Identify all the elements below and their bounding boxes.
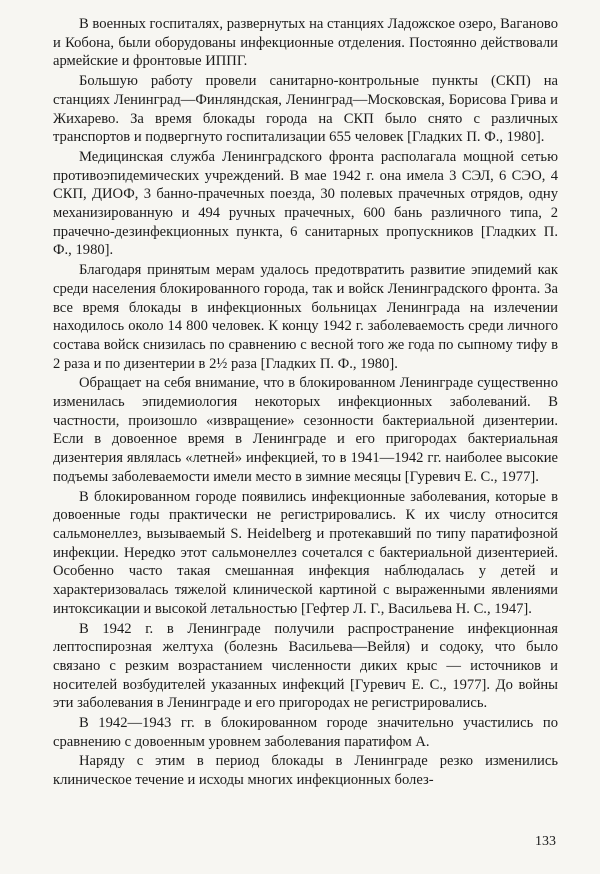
paragraph-military-hospitals: В военных госпиталях, развернутых на станциях Ладожское озеро, Ваганово и Кобона, были оборудованы инфекционные отделения. Постоянно действовали армейские и фронтовые ИППГ. [53, 16, 558, 70]
page-number: 133 [535, 834, 556, 849]
paragraph-epidemiology-changes: Обращает на себя внимание, что в блокированном Ленинграде существенно изменилась эпидемиология некоторых инфекционных заболеваний. В частности, произошло «извращение» сезонности бактериальной дизентерии. Если в довоенное время в Ленинграде и его пригородах бактериальная дизентерия являлась «летней» инфекцией, то в 1941—1942 гг. наиболее высокие подъемы заболеваемости имели место в зимние месяцы [Гуревич Е. С., 1977]. [53, 375, 558, 485]
paragraph-clinical-course: Наряду с этим в период блокады в Ленинграде резко изменились клиническое течение и исходы многих инфекционных болез- [53, 753, 558, 789]
paragraph-salmonellosis: В блокированном городе появились инфекционные заболевания, которые в довоенные годы практически не регистрировались. К их числу относится сальмонеллез, вызываемый S. Heidelberg и протекавший по типу паратифозной инфекции. Нередко этот сальмонеллез сочетался с бактериальной дизентерией. Особенно часто такая смешанная инфекция наблюдалась у детей и характеризовалась тяжелой клинической картиной с выраженными явлениями интоксикации и высокой летальностью [Гефтер Л. Г., Васильева Н. С., 1947]. [53, 488, 558, 617]
paragraph-sanitary-control-points: Большую работу провели санитарно-контрольные пункты (СКП) на станциях Ленинград—Финляндская, Ленинград—Московская, Борисова Грива и Жихарево. За время блокады города на СКП было снято с различных транспортов и подвергнуто госпитализации 655 человек [Гладких П. Ф., 1980]. [53, 73, 558, 146]
paragraph-paratyphoid: В 1942—1943 гг. в блокированном городе значительно участились по сравнению с довоенным уровнем заболевания паратифом А. [53, 715, 558, 750]
paragraph-leptospirosis: В 1942 г. в Ленинграде получили распространение инфекционная лептоспирозная желтуха (болезнь Васильева—Вейля) и содоку, что было связано с резким возрастанием численности диких крыс — источников и носителей возбудителей указанных инфекций [Гуревич Е. С., 1977]. До войны эти заболевания в Ленинграде и его пригородах не регистрировались. [53, 620, 558, 712]
paragraph-medical-service: Медицинская служба Ленинградского фронта располагала мощной сетью противоэпидемических учреждений. В мае 1942 г. она имела 3 СЭЛ, 6 СЭО, 4 СКП, ДИОФ, 3 банно-прачечных поезда, 30 полевых прачечных отрядов, одну механизированную и 494 ручных прачечных, 600 бань различного типа, 2 прачечно-дезинфекционных пункта, 6 санитарных пропускников [Гладких П. Ф., 1980]. [53, 148, 558, 259]
paragraph-epidemic-prevention: Благодаря принятым мерам удалось предотвратить развитие эпидемий как среди населения блокированного города, так и войск Ленинградского фронта. За все время блокады в инфекционных больницах Ленинграда на излечении находилось около 14 800 человек. К концу 1942 г. заболеваемость среди личного состава войск снизилась по сравнению с весной того же года по сыпному тифу в 2 раза и по дизентерии в 2½ раза [Гладких П. Ф., 1980]. [53, 262, 558, 372]
